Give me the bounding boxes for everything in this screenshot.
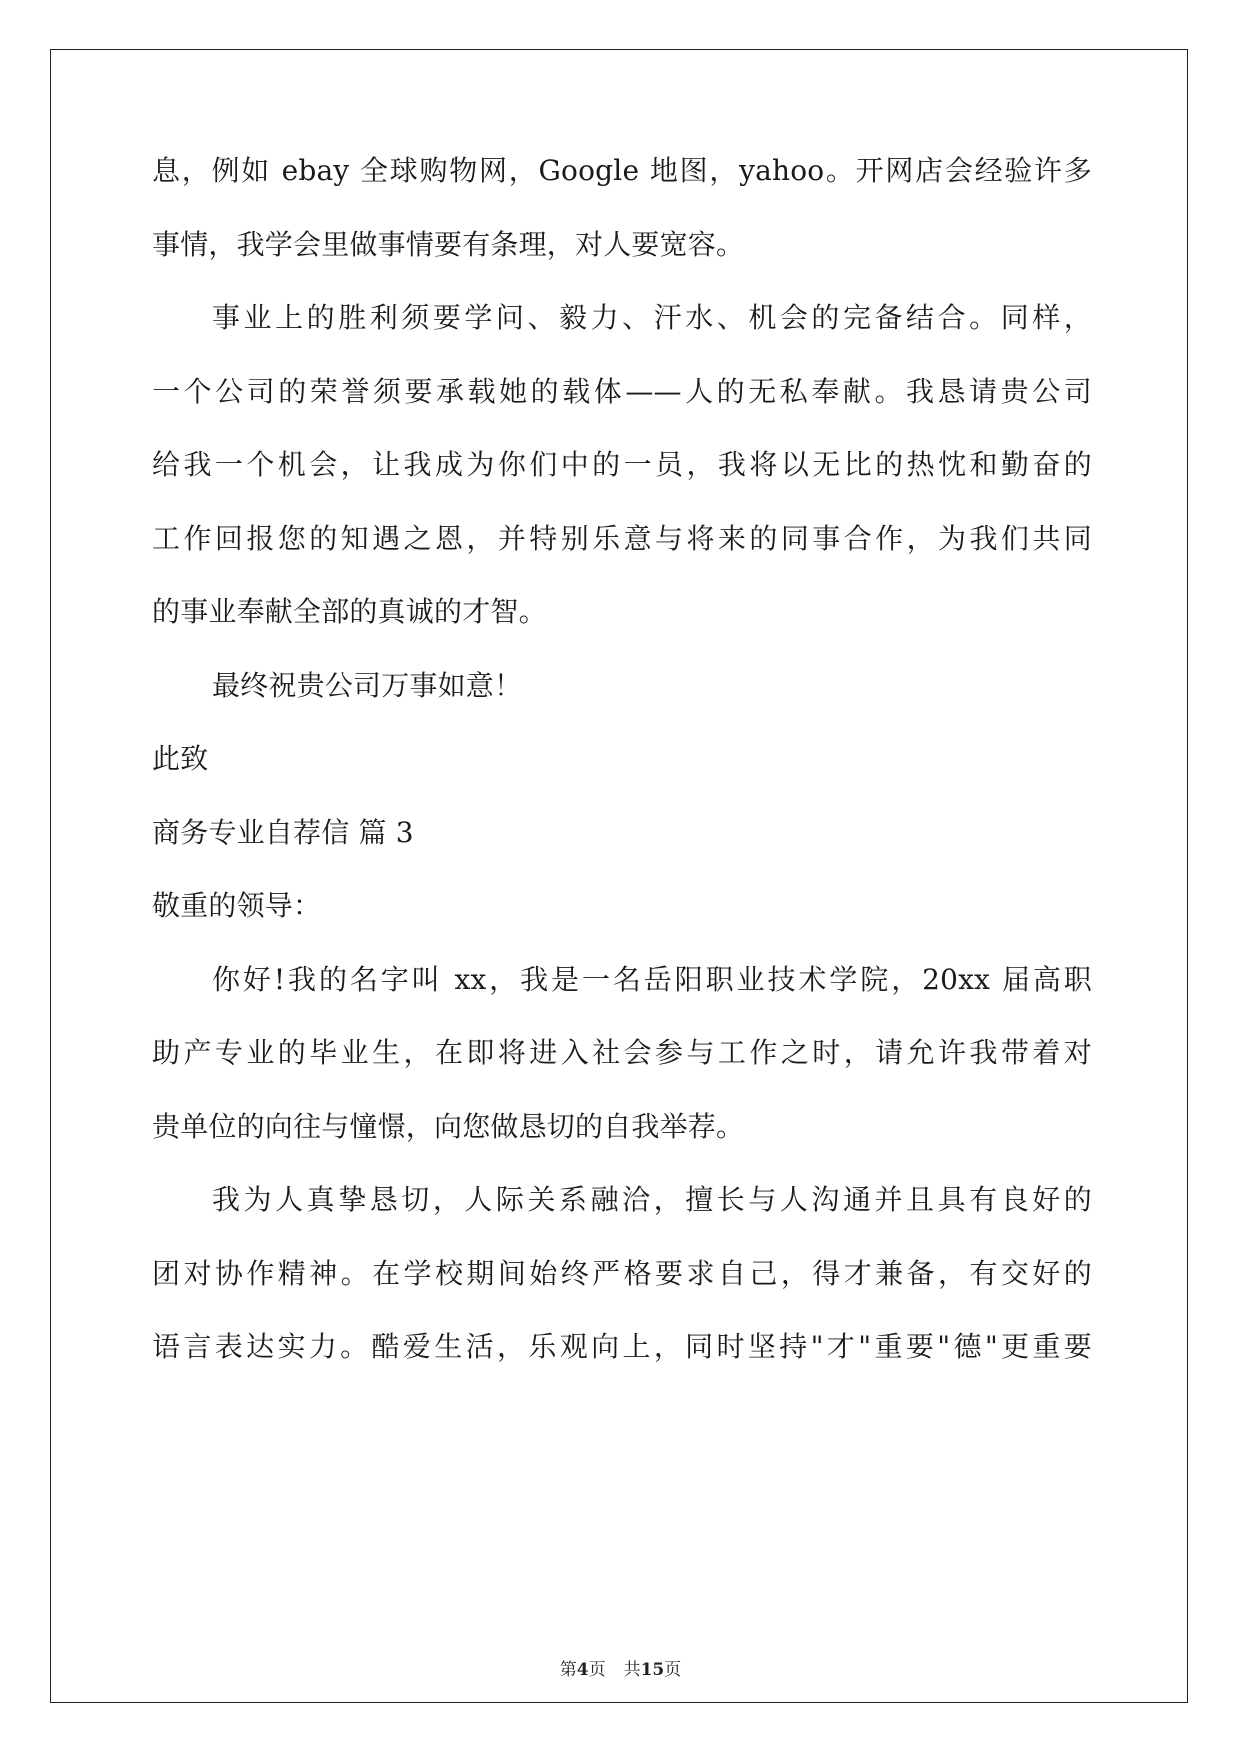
text-line: 给我一个机会，让我成为你们中的一员，我将以无比的热忱和勤奋的	[152, 448, 1092, 481]
text-line: 语言表达实力。酷爱生活，乐观向上，同时坚持"才"重要"德"更重要	[152, 1330, 1092, 1363]
text-line: 事业上的胜利须要学问、毅力、汗水、机会的完备结合。同样，	[212, 301, 1092, 334]
text-line: 事情，我学会里做事情要有条理，对人要宽容。	[152, 228, 745, 261]
text-line: 我为人真挚恳切，人际关系融洽，擅长与人沟通并且具有良好的	[212, 1183, 1092, 1216]
text-line: 助产专业的毕业生，在即将进入社会参与工作之时，请允许我带着对	[152, 1036, 1092, 1069]
text-line: 最终祝贵公司万事如意！	[212, 669, 523, 702]
text-line: 工作回报您的知遇之恩，并特别乐意与将来的同事合作，为我们共同	[152, 522, 1092, 555]
total-suffix: 页	[664, 1660, 682, 1680]
text-line: 你好!我的名字叫 xx，我是一名岳阳职业技术学院，20xx 届高职	[212, 963, 1092, 996]
page-footer	[0, 1658, 1241, 1682]
section-heading: 商务专业自荐信 篇 3	[152, 816, 414, 849]
total-pages: 15	[640, 1660, 665, 1680]
text-line: 息，例如 ebay 全球购物网，Google 地图，yahoo。开网店会经验许多	[152, 154, 1092, 187]
text-line: 的事业奉献全部的真诚的才智。	[152, 595, 547, 628]
page-prefix: 第	[559, 1660, 577, 1680]
text-line: 一个公司的荣誉须要承载她的载体——人的无私奉献。我恳请贵公司	[152, 375, 1092, 408]
text-line: 贵单位的向往与憧憬，向您做恳切的自我举荐。	[152, 1110, 745, 1143]
page-number: 4	[576, 1660, 589, 1680]
page-suffix: 页	[588, 1660, 606, 1680]
salutation: 敬重的领导：	[152, 889, 322, 922]
total-prefix: 共	[623, 1660, 641, 1680]
salutation-closing: 此致	[152, 742, 209, 775]
text-line: 团对协作精神。在学校期间始终严格要求自己，得才兼备，有交好的	[152, 1257, 1092, 1290]
